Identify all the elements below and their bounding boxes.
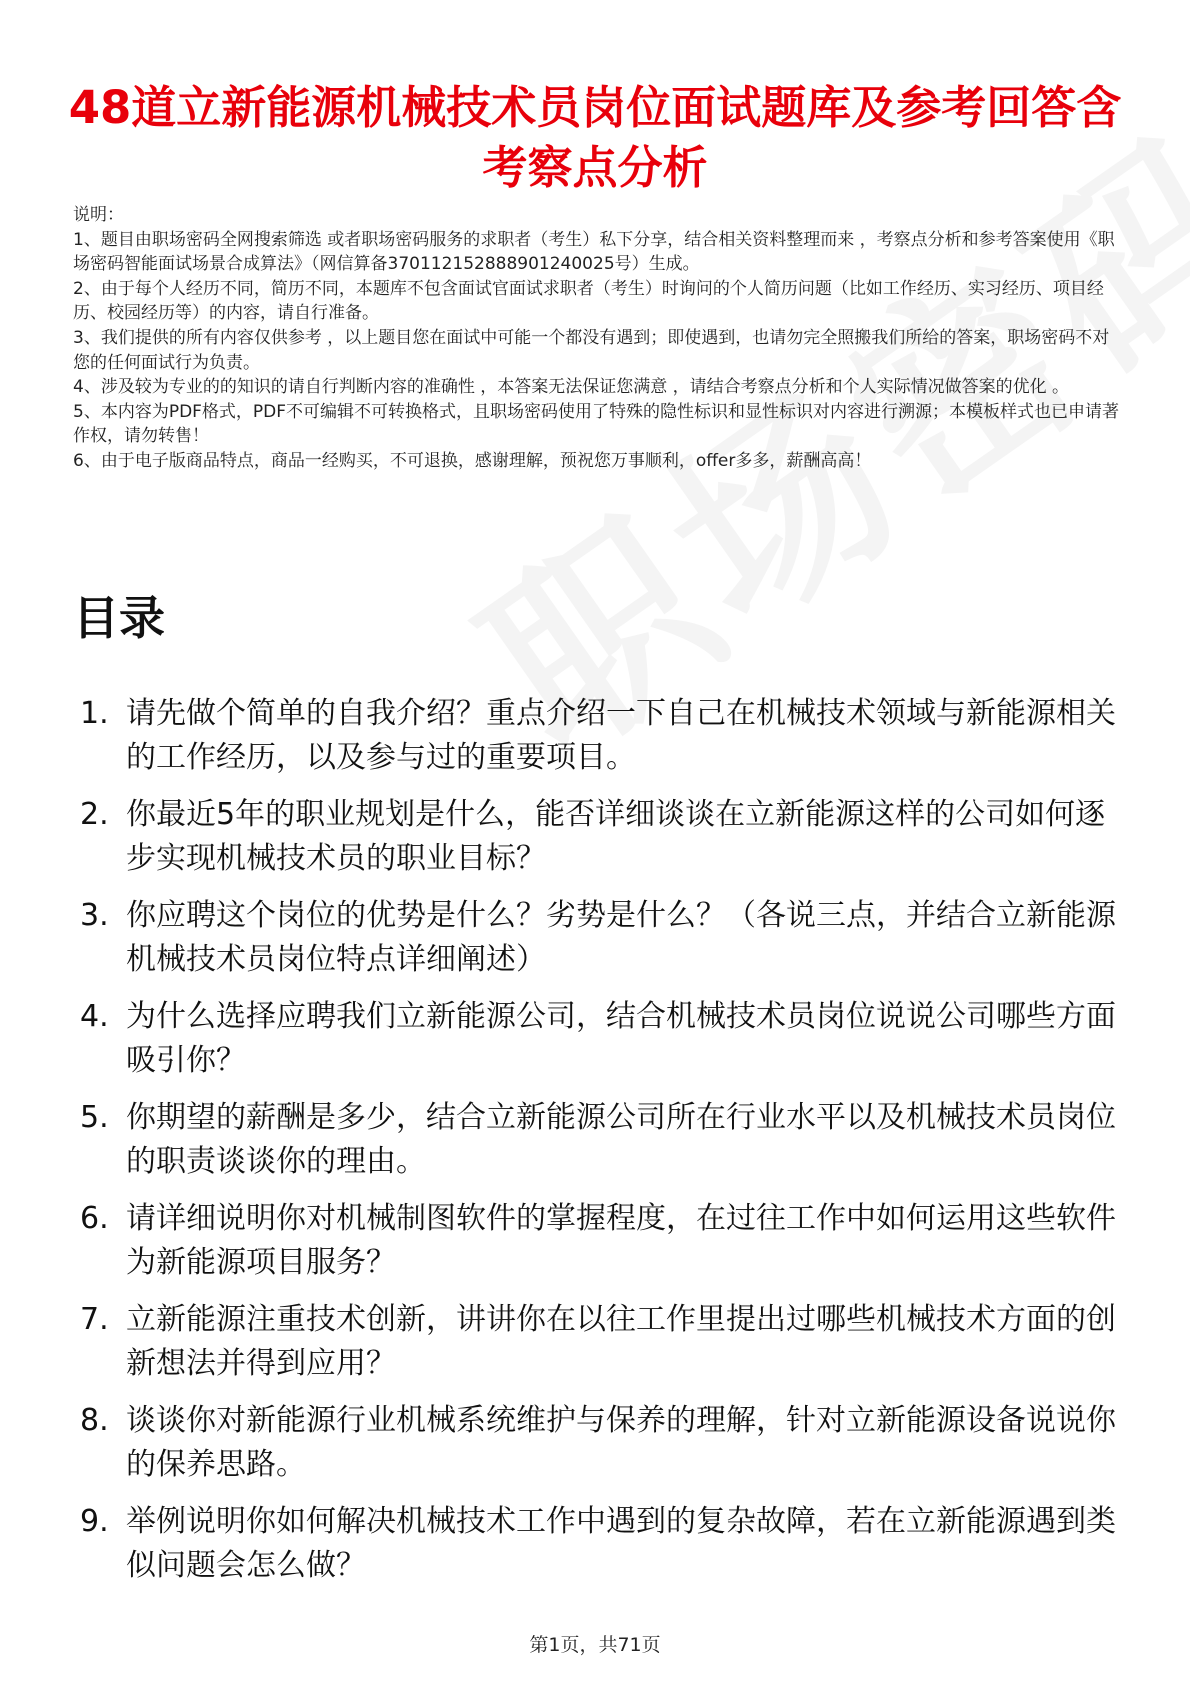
notes-line: 3、我们提供的所有内容仅供参考 ，以上题目您在面试中可能一个都没有遇到；即使遇到，也请勿完全照搬我们所给的答案，职场密码不对您的任何面试行为负责。 xyxy=(73,327,1110,373)
toc-item-number: 5. xyxy=(80,1100,109,1135)
toc-item-number: 6. xyxy=(80,1201,109,1236)
toc-item-text: 请详细说明你对机械制图软件的掌握程度，在过往工作中如何运用这些软件为新能源项目服务？ xyxy=(126,1201,1116,1280)
page-title: 48道立新能源机械技术员岗位面试题库及参考回答含考察点分析 xyxy=(68,81,1122,195)
toc-item[interactable] xyxy=(80,1197,1125,1285)
toc-item-text: 举例说明你如何解决机械技术工作中遇到的复杂故障，若在立新能源遇到类似问题会怎么做？ xyxy=(126,1504,1116,1583)
toc-item[interactable] xyxy=(80,1500,1125,1588)
toc-list xyxy=(80,692,1125,1601)
toc-item[interactable] xyxy=(80,1399,1125,1487)
toc-item-text: 请先做个简单的自我介绍？重点介绍一下自己在机械技术领域与新能源相关的工作经历，以及参与过的重要项目。 xyxy=(126,696,1116,775)
toc-item[interactable] xyxy=(80,1298,1125,1386)
toc-item[interactable] xyxy=(80,995,1125,1083)
notes-line: 2、由于每个人经历不同，简历不同，本题库不包含面试官面试求职者（考生）时询问的个人简历问题（比如工作经历、实习经历、项目经历、校园经历等）的内容，请自行准备。 xyxy=(73,278,1104,324)
toc-item-number: 1. xyxy=(80,696,109,731)
toc-item[interactable] xyxy=(80,793,1125,881)
toc-item-number: 3. xyxy=(80,898,109,933)
notes-line: 1、题目由职场密码全网搜索筛选 或者职场密码服务的求职者（考生）私下分享，结合相关资料整理而来 ，考察点分析和参考答案使用《职场密码智能面试场景合成算法》（网信算备370112152888901240025号）生成。 xyxy=(73,229,1115,275)
toc-item-text: 立新能源注重技术创新，讲讲你在以往工作里提出过哪些机械技术方面的创新想法并得到应用？ xyxy=(126,1302,1116,1381)
toc-item-text: 你应聘这个岗位的优势是什么？劣势是什么？（各说三点，并结合立新能源机械技术员岗位特点详细阐述） xyxy=(126,898,1116,977)
toc-item[interactable] xyxy=(80,692,1125,780)
toc-item-text: 为什么选择应聘我们立新能源公司，结合机械技术员岗位说说公司哪些方面吸引你？ xyxy=(126,999,1116,1078)
notes-line: 说明： xyxy=(73,205,124,225)
notes-line: 4、涉及较为专业的的知识的请自行判断内容的准确性 ，本答案无法保证您满意 ，请结合考察点分析和个人实际情况做答案的优化 。 xyxy=(73,377,1070,398)
notes-line: 6、由于电子版商品特点，商品一经购买，不可退换，感谢理解，预祝您万事顺利，offer多多，薪酬高高！ xyxy=(73,450,872,471)
notes-line: 5、本内容为PDF格式，PDF不可编辑不可转换格式，且职场密码使用了特殊的隐性标识和显性标识对内容进行溯源；本模板样式也已申请著作权，请勿转售！ xyxy=(73,401,1120,447)
toc-item-number: 8. xyxy=(80,1403,109,1438)
toc-item-number: 7. xyxy=(80,1302,109,1337)
notes-block xyxy=(73,203,1123,474)
toc-heading: 目录 xyxy=(73,591,165,645)
toc-item-text: 你期望的薪酬是多少，结合立新能源公司所在行业水平以及机械技术员岗位的职责谈谈你的理由。 xyxy=(126,1100,1116,1179)
toc-item-text: 谈谈你对新能源行业机械系统维护与保养的理解，针对立新能源设备说说你的保养思路。 xyxy=(126,1403,1116,1482)
toc-item-number: 9. xyxy=(80,1504,109,1539)
toc-item[interactable] xyxy=(80,894,1125,982)
toc-item[interactable] xyxy=(80,1096,1125,1184)
toc-item-number: 4. xyxy=(80,999,109,1034)
page-footer: 第1页，共71页 xyxy=(529,1634,661,1656)
toc-item-text: 你最近5年的职业规划是什么，能否详细谈谈在立新能源这样的公司如何逐步实现机械技术员的职业目标？ xyxy=(126,797,1106,876)
toc-item-number: 2. xyxy=(80,797,109,832)
